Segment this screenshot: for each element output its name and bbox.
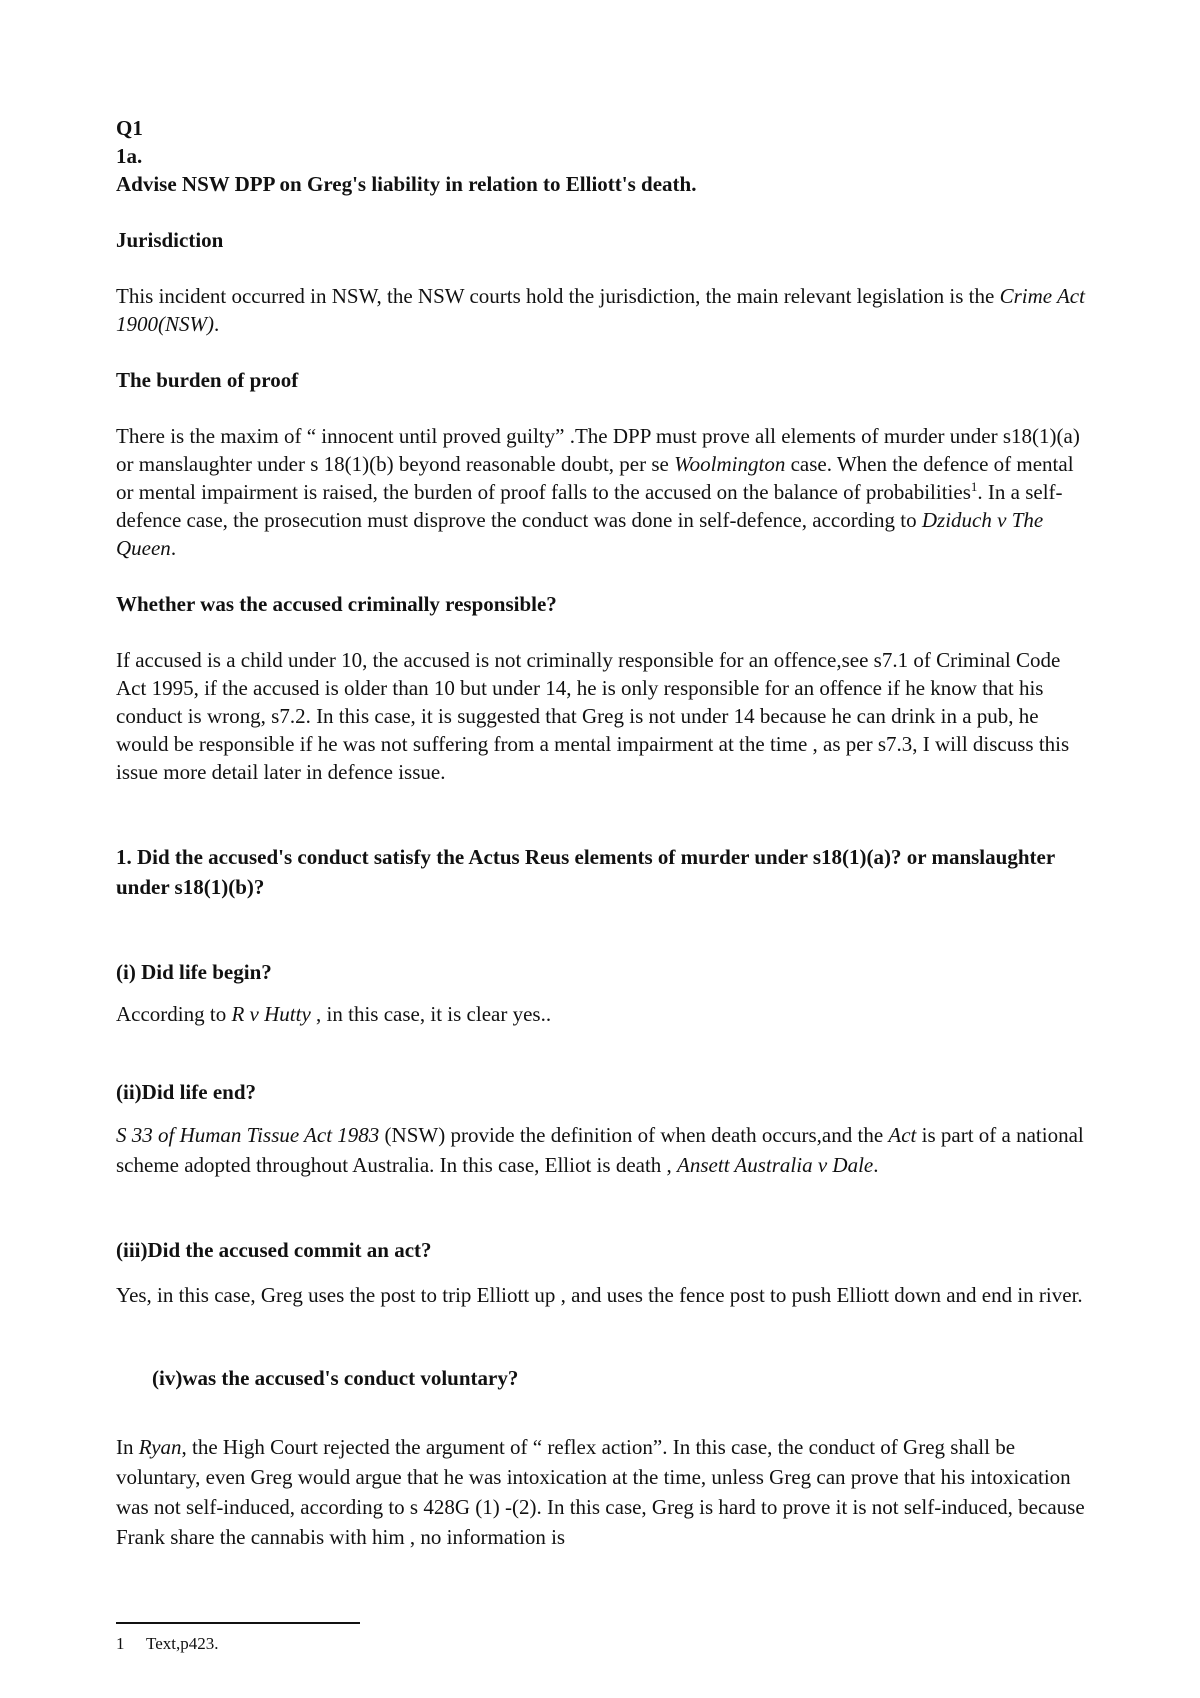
crime-act-citation: Crime Act 1900(NSW) [116,284,1085,336]
burden-end: . [170,536,177,560]
sub-question-number: 1a. [116,144,143,168]
act-paragraph: Yes, in this case, Greg uses the post to trip Elliott up , and uses the fence post to push Elliott down and end in river. [116,1283,1083,1307]
human-tissue-act-citation: S 33 of Human Tissue Act 1983 [116,1123,380,1147]
burden-text-1: There is the maxim of “ innocent until proved guilty” .The DPP must prove all elements of murder under s18(1)(a) or manslaughter under s 18(1)(b) beyond reasonable doubt, per se [116,424,1080,476]
woolmington-citation: Woolmington [674,452,786,476]
burden-text-3: . In a self-defence case, the prosecution must disprove the conduct was done in self-defence, according to [116,480,1063,532]
actus-reus-heading: 1. Did the accused's conduct satisfy the Actus Reus elements of murder under s18(1)(a)? or manslaughter under s18(1)(b)? [116,845,1055,899]
voluntary-text-1: In [116,1435,139,1459]
voluntary-text-2: , the High Court rejected the argument of “ reflex action”. In this case, the conduct of Greg shall be voluntary, even Greg would argue that he was intoxication at the time, unless Greg can prove that his intoxication was not self-induced, according to s 428G (1) -(2). In this case, Greg is hard to prove it is not self-induced, because Frank share the cannabis with him , no information is [116,1435,1085,1549]
voluntary-heading: (iv)was the accused's conduct voluntary? [152,1366,519,1390]
life-end-text-2: is part of a national scheme adopted throughout Australia. In this case, Elliot is death , [116,1123,1084,1177]
act-heading: (iii)Did the accused commit an act? [116,1238,432,1262]
question-number: Q1 [116,116,143,140]
burden-paragraph [116,422,1086,562]
responsibility-paragraph: If accused is a child under 10, the accused is not criminally responsible for an offence,see s7.1 of Criminal Code Act 1995, if the accused is older than 10 but under 14, he is only responsible for an offence if he know that his conduct is wrong, s7.2. In this case, it is suggested that Greg is not under 14 because he can drink in a pub, he would be responsible if he was not suffering from a mental impairment at the time , as per s7.3, I will discuss this issue more detail later in defence issue. [116,648,1070,784]
life-begin-text-1: According to [116,1002,232,1026]
ryan-citation: Ryan [138,1435,182,1459]
burden-text-2: case. When the defence of mental or mental impairment is raised, the burden of proof falls to the accused on the balance of probabilities [116,452,1074,504]
life-begin-paragraph [116,1000,1086,1028]
dziduch-citation: Dziduch v The Queen [116,508,1044,560]
life-begin-heading: (i) Did life begin? [116,960,272,984]
jurisdiction-text: This incident occurred in NSW, the NSW courts hold the jurisdiction, the main relevant legislation is the [116,284,1000,308]
jurisdiction-paragraph [116,282,1086,338]
voluntary-paragraph [116,1432,1086,1552]
footnote-reference: 1 [970,479,978,494]
footnote [116,1633,218,1655]
jurisdiction-end: . [214,312,220,336]
life-begin-text-2: , in this case, it is clear yes.. [310,1002,552,1026]
life-end-paragraph [116,1120,1086,1180]
life-end-end: . [873,1153,879,1177]
task-heading: Advise NSW DPP on Greg's liability in relation to Elliott's death. [116,172,697,196]
life-end-heading: (ii)Did life end? [116,1080,256,1104]
footnote-number: 1 [116,1634,125,1653]
act-word: Act [888,1123,917,1147]
footnote-text: Text,p423. [146,1634,219,1653]
footnote-separator [116,1622,360,1624]
burden-heading: The burden of proof [116,368,299,392]
ansett-citation: Ansett Australia v Dale [677,1153,874,1177]
life-end-text-1: (NSW) provide the definition of when death occurs,and the [379,1123,889,1147]
jurisdiction-heading: Jurisdiction [116,228,224,252]
hutty-citation: R v Hutty [231,1002,311,1026]
responsibility-heading: Whether was the accused criminally responsible? [116,592,557,616]
